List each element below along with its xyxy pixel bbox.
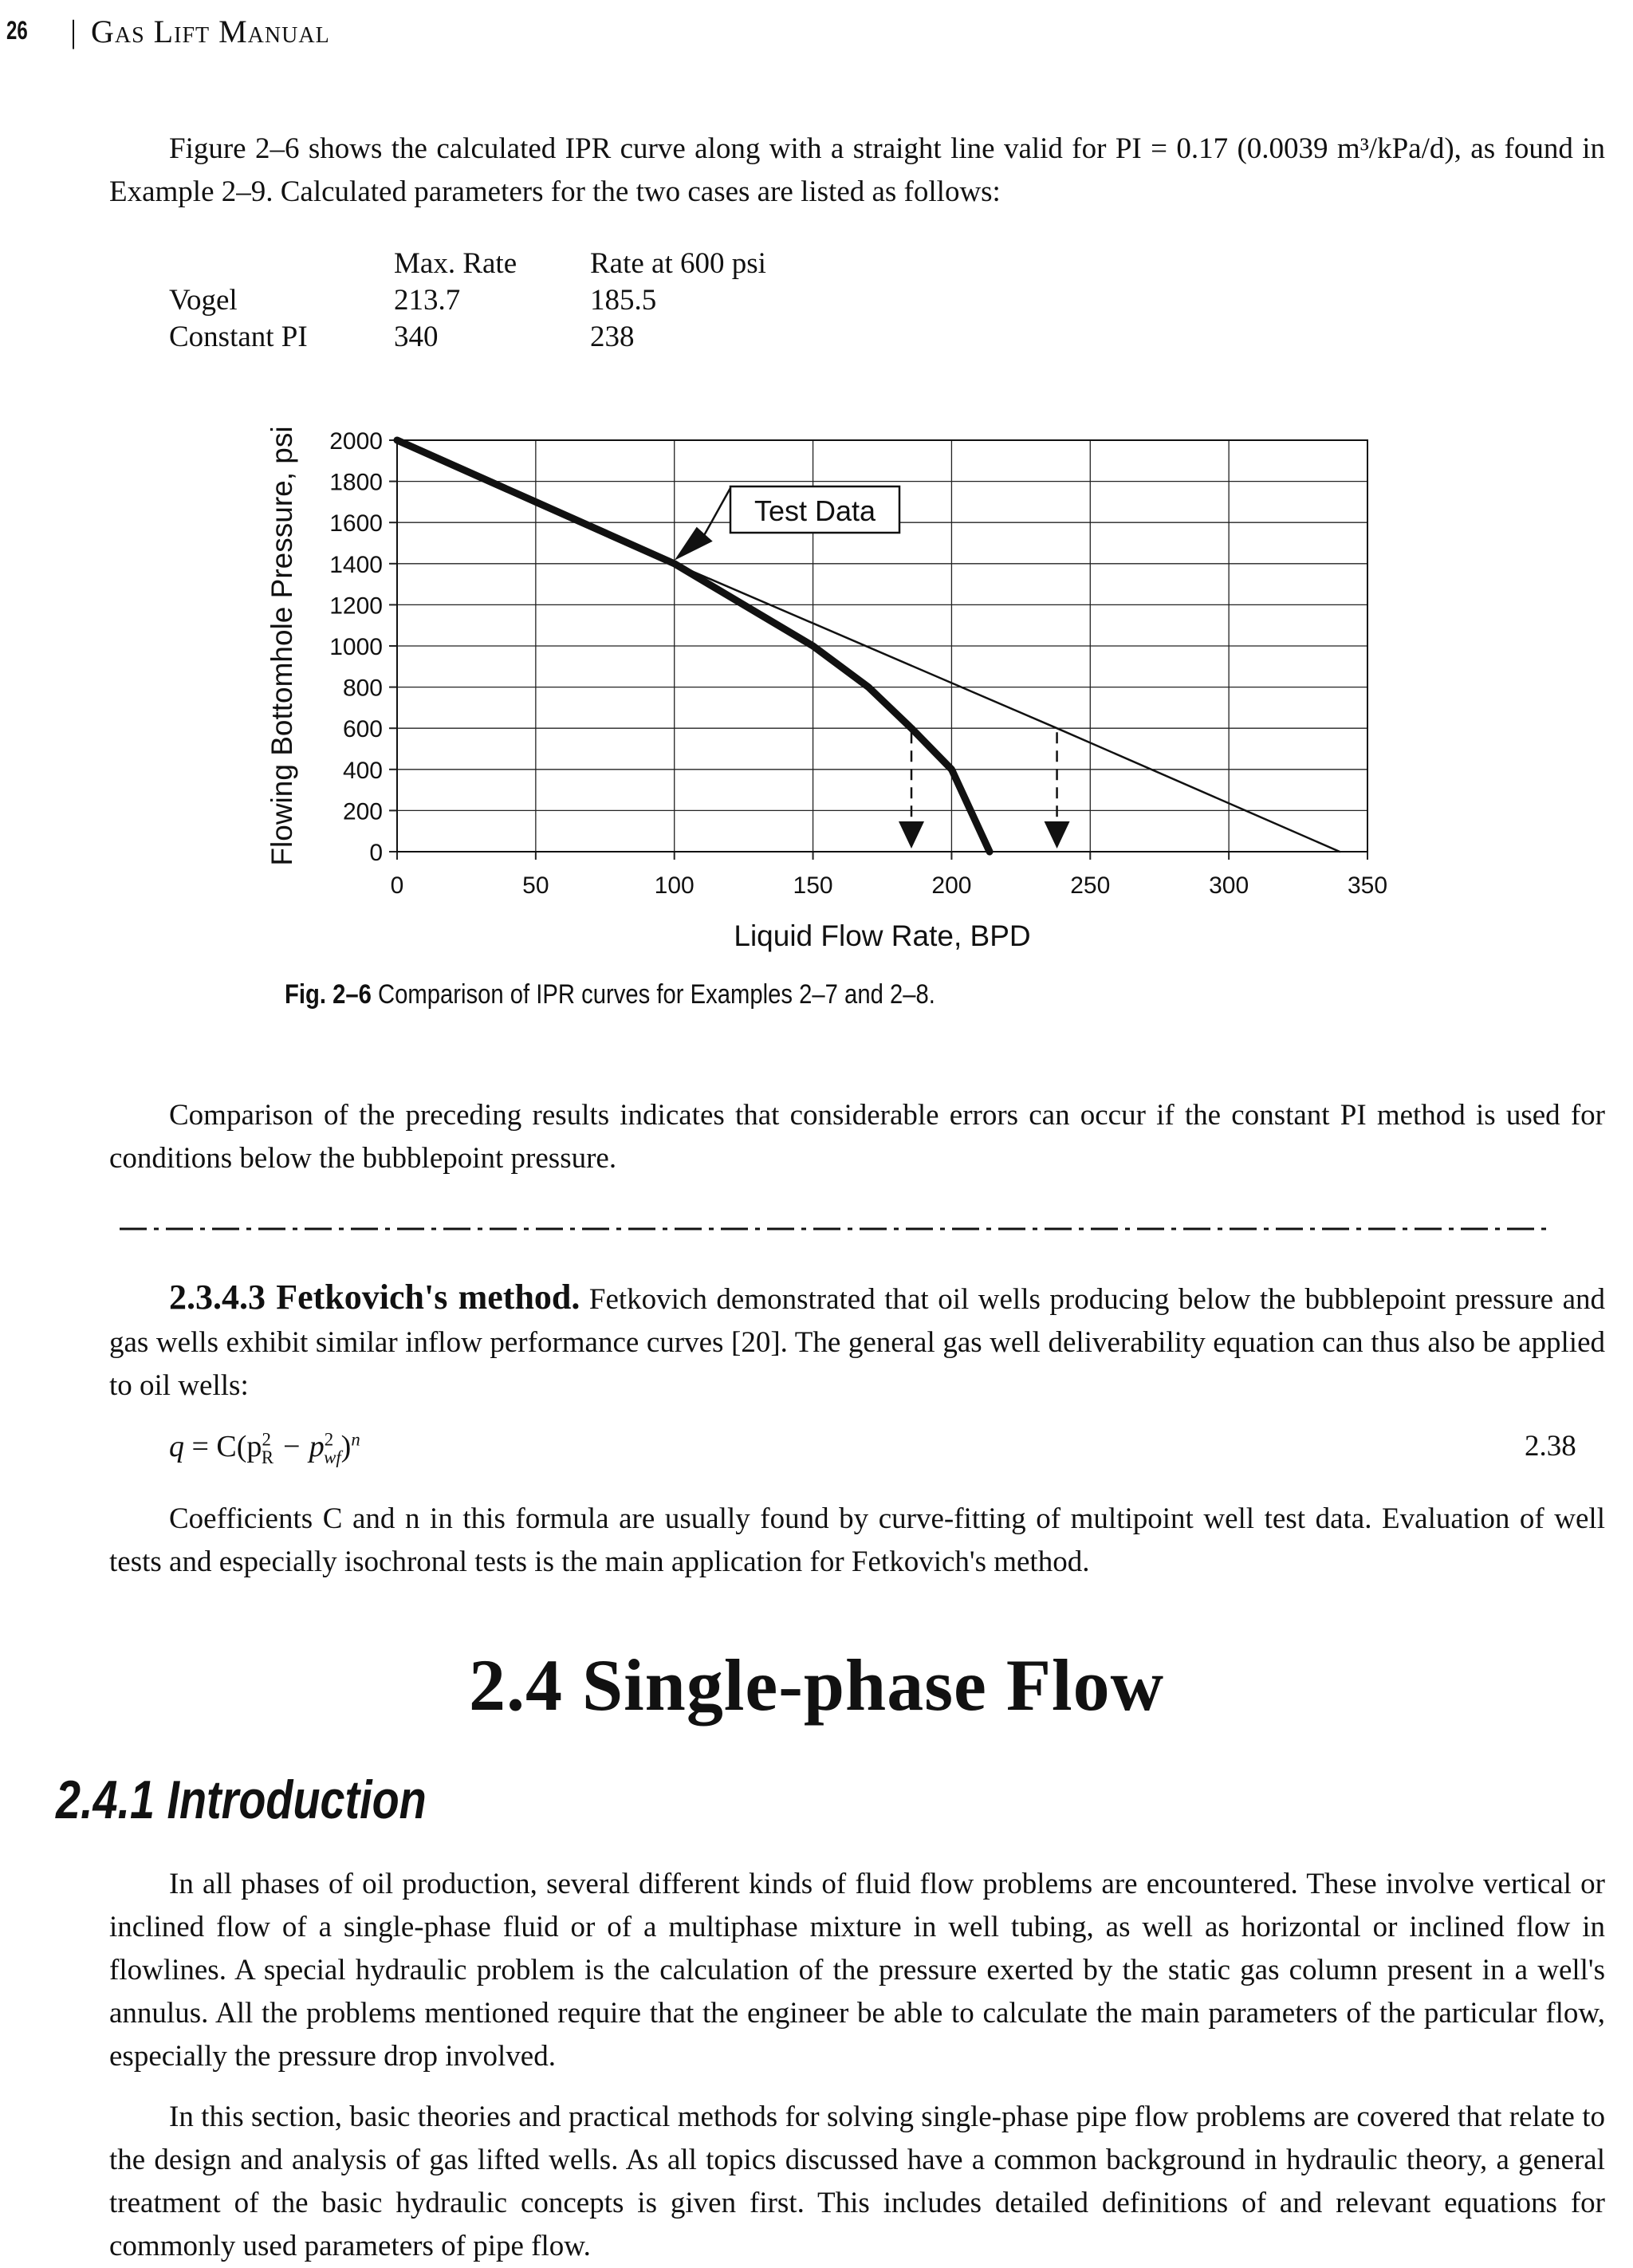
fetkovich-text: Fetkovich demonstrated that oil wells producing below the bubblepoint pressure and gas wells exhibit similar inflow performance curves [20]. The general gas well deliverability equation can thus also be applied to oil wells: (109, 1283, 1605, 1402)
down-arrow (1045, 821, 1070, 849)
params-row-vogel-600: 185.5 (590, 284, 657, 317)
coefficients-paragraph-text: Coefficients C and n in this formula are usually found by curve-fitting of multipoint well test data. Evaluation of well tests and especially isochronal tests is the main application for Fetkovich's method. (109, 1502, 1605, 1578)
y-tick-label: 200 (342, 798, 383, 825)
y-axis-label: Flowing Bottomhole Pressure, psi (266, 426, 298, 866)
equation-number: 2.38 (1525, 1430, 1576, 1463)
intro-paragraph-2 (109, 2096, 1605, 2268)
equation-rhs: = C(p (191, 1430, 262, 1463)
intro-paragraph-2-text: In this section, basic theories and practical methods for solving single-phase pipe flow problems are covered that relate to the design and analysis of gas lifted wells. As all topics discussed have a common background in hydraulic theory, a general treatment of the basic hydraulic concepts is given first. This includes detailed definitions of and relevant equations for commonly used parameters of pipe flow. (109, 2101, 1605, 2262)
x-tick-label: 100 (654, 872, 695, 899)
y-tick-label: 1600 (329, 510, 383, 537)
params-row-vogel-name: Vogel (169, 284, 238, 317)
coefficients-paragraph (109, 1498, 1605, 1584)
fetkovich-heading: 2.3.4.3 Fetkovich's method. (169, 1278, 580, 1317)
y-tick-label: 1400 (329, 551, 383, 578)
params-row-cpi-max: 340 (394, 321, 439, 353)
figure-caption (285, 979, 935, 1010)
ipr-chart (255, 399, 1419, 973)
equation-exp: n (351, 1429, 360, 1450)
y-tick-label: 1200 (329, 593, 383, 620)
equation-mid: − p (273, 1430, 325, 1463)
annotation-label: Test Data (754, 494, 876, 527)
page-number: 26 (6, 16, 28, 45)
y-tick-label: 600 (342, 716, 383, 743)
subsection-title: 2.4.1 Introduction (56, 1770, 427, 1830)
params-header-600: Rate at 600 psi (590, 247, 766, 280)
section-title: 2.4 Single-phase Flow (468, 1644, 1165, 1726)
intro-paragraph-1 (109, 1863, 1605, 2078)
down-arrow (899, 821, 924, 849)
equation-sup-r: 2 (262, 1429, 271, 1450)
equation-sup-wf: 2 (324, 1429, 334, 1450)
running-title: Gas Lift Manual (91, 14, 330, 49)
y-tick-label: 400 (342, 757, 383, 784)
y-tick-label: 800 (342, 675, 383, 702)
y-tick-label: 1000 (329, 634, 383, 660)
equation-sub-wf: wf (324, 1447, 341, 1467)
x-axis-label: Liquid Flow Rate, BPD (734, 919, 1031, 952)
intro-paragraph (109, 128, 1605, 214)
x-tick-label: 250 (1070, 872, 1111, 899)
comparison-paragraph (109, 1094, 1605, 1180)
figure-caption-text: Comparison of IPR curves for Examples 2–7 and 2–8. (378, 979, 935, 1010)
params-row-vogel-max: 213.7 (394, 284, 461, 317)
comparison-paragraph-text: Comparison of the preceding results indicates that considerable errors can occur if the constant PI method is used for conditions below the bubblepoint pressure. (109, 1099, 1605, 1175)
x-tick-label: 50 (522, 872, 549, 899)
figure-caption-label: Fig. 2–6 (285, 979, 372, 1010)
y-tick-label: 0 (369, 840, 383, 866)
intro-paragraph-1-text: In all phases of oil production, several different kinds of fluid flow problems are encountered. These involve vertical or inclined flow of a single-phase fluid or of a multiphase mixture in well tubing, as well as horizontal or inclined flow in flowlines. A special hydraulic problem is the calculation of the pressure exerted by the static gas column present in a well's annulus. All the problems mentioned require that the engineer be able to calculate the main parameters of the particular flow, especially the pressure drop involved. (109, 1868, 1605, 2073)
x-tick-label: 300 (1209, 872, 1249, 899)
params-header-max: Max. Rate (394, 247, 517, 280)
x-tick-label: 0 (390, 872, 404, 899)
params-row-cpi-600: 238 (590, 321, 635, 353)
header-separator: | (70, 14, 77, 49)
params-row-cpi-name: Constant PI (169, 321, 308, 353)
equation-tail: ) (340, 1430, 352, 1463)
y-tick-label: 1800 (329, 469, 383, 496)
x-tick-label: 350 (1347, 872, 1388, 899)
y-tick-label: 2000 (329, 428, 383, 455)
equation-sub-r: R (261, 1447, 274, 1467)
x-tick-label: 200 (931, 872, 972, 899)
x-tick-label: 150 (793, 872, 833, 899)
equation-2-38 (169, 1429, 360, 1468)
equation-lhs: q (169, 1430, 184, 1463)
section-separator (120, 1227, 1547, 1231)
fetkovich-paragraph (109, 1276, 1605, 1408)
intro-paragraph-text: Figure 2–6 shows the calculated IPR curve along with a straight line valid for PI = 0.17 (0.0039 m³/kPa/d), as found in Example 2–9. Calculated parameters for the two cases are listed as follows: (109, 132, 1605, 208)
